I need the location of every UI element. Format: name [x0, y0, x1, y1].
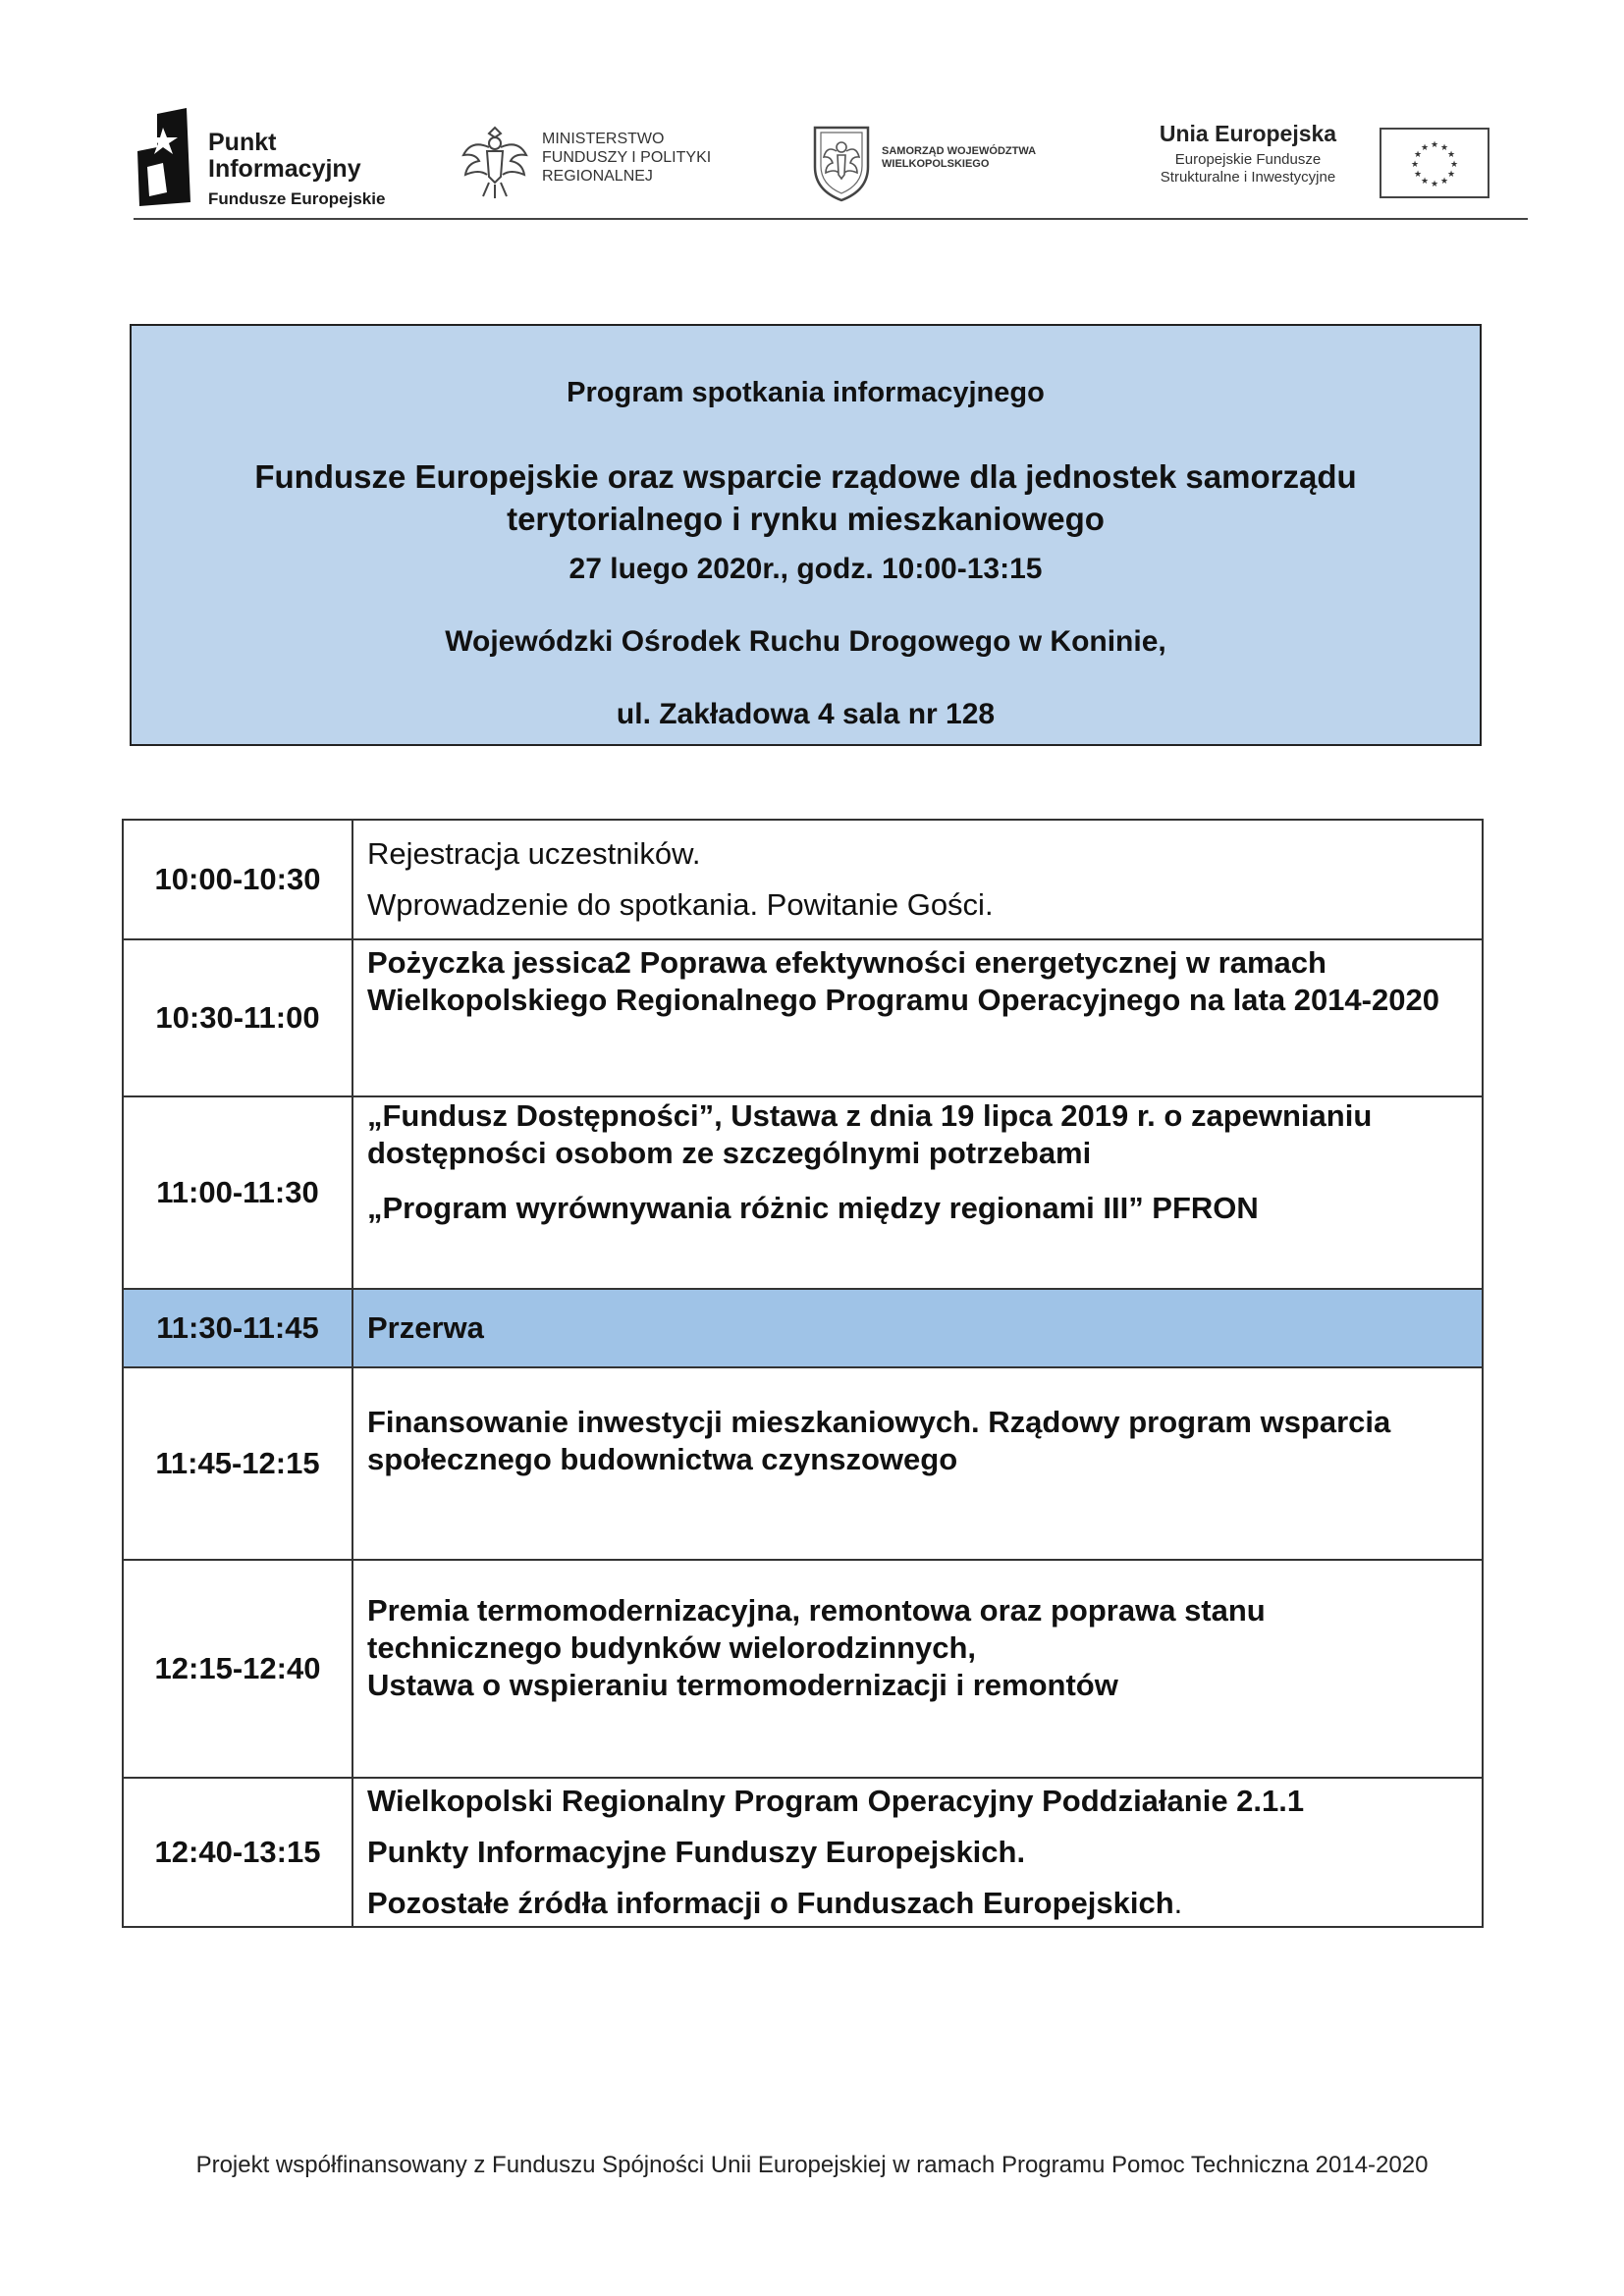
- samorzad-line1: SAMORZĄD WOJEWÓDZTWA: [882, 145, 1037, 157]
- time-cell: 11:00-11:30: [123, 1096, 352, 1289]
- ministry-line2: FUNDUSZY I POLITYKI: [542, 149, 712, 166]
- description-line: [367, 1885, 1468, 1922]
- svg-text:★: ★: [1446, 170, 1456, 180]
- description-line: Premia termomodernizacyjna, remontowa oraz poprawa stanu technicznego budynków wielorodzinnych,: [367, 1593, 1266, 1665]
- table-row: [123, 1096, 1483, 1289]
- description-line: Punkty Informacyjne Funduszy Europejskich.: [367, 1835, 1026, 1869]
- description-line: Finansowanie inwestycji mieszkaniowych. Rządowy program wsparcia społecznego budownictwa czynszowego: [367, 1405, 1391, 1476]
- description-cell: [352, 1367, 1483, 1560]
- svg-text:★: ★: [1446, 150, 1456, 160]
- time-cell: 12:15-12:40: [123, 1560, 352, 1778]
- svg-text:★: ★: [1413, 150, 1423, 160]
- description-cell: [352, 1778, 1483, 1927]
- punkt-line2: Informacyjny: [208, 155, 361, 183]
- description-line: Ustawa o wspieraniu termomodernizacji i remontów: [367, 1668, 1118, 1702]
- meeting-date: 27 luego 2020r., godz. 10:00-13:15: [568, 553, 1043, 585]
- description-line: Rejestracja uczestników.: [367, 836, 701, 871]
- meeting-venue: Wojewódzki Ośrodek Ruchu Drogowego w Koninie,: [445, 625, 1166, 658]
- svg-text:★: ★: [1420, 143, 1430, 153]
- description-cell: [352, 1096, 1483, 1289]
- unia-line3: Strukturalne i Inwestycyjne: [1160, 169, 1336, 186]
- unia-line2: Europejskie Fundusze: [1174, 151, 1322, 168]
- svg-text:★: ★: [1430, 180, 1439, 189]
- unia-europejska-logo: [1135, 120, 1528, 198]
- svg-text:★: ★: [1420, 177, 1430, 187]
- program-title: Program spotkania informacyjnego: [567, 377, 1045, 408]
- description-line: Wielkopolski Regionalny Program Operacyjny Poddziałanie 2.1.1: [367, 1784, 1305, 1818]
- description-line: Wprowadzenie do spotkania. Powitanie Gości.: [367, 887, 994, 922]
- ministry-logo: [458, 122, 752, 200]
- description-line: „Fundusz Dostępności”, Ustawa z dnia 19 lipca 2019 r. o zapewnianiu dostępności osobom ze szczególnymi potrzebami: [367, 1098, 1373, 1170]
- coat-of-arms-icon: [809, 124, 874, 202]
- table-row: [123, 939, 1483, 1096]
- svg-text:★: ★: [1430, 140, 1439, 150]
- svg-text:★: ★: [1449, 160, 1459, 170]
- description-line: Pożyczka jessica2 Poprawa efektywności energetycznej w ramach Wielkopolskiego Regionalnego Programu Operacyjnego na lata 2014-2020: [367, 945, 1439, 1017]
- punkt-informacyjny-icon: [134, 108, 198, 206]
- title-box: [130, 324, 1482, 746]
- samorzad-line2: WIELKOPOLSKIEGO: [882, 158, 990, 170]
- punkt-line3: Fundusze Europejskie: [208, 189, 386, 208]
- ministry-line1: MINISTERSTWO: [542, 131, 665, 147]
- samorzad-logo: [809, 124, 1074, 202]
- time-cell: 12:40-13:15: [123, 1778, 352, 1927]
- description-cell: Przerwa: [352, 1289, 1483, 1367]
- table-row: [123, 1560, 1483, 1778]
- unia-line1: Unia Europejska: [1159, 121, 1337, 146]
- time-cell: 10:00-10:30: [123, 820, 352, 939]
- svg-text:★: ★: [1439, 177, 1449, 187]
- table-row-break: [123, 1289, 1483, 1367]
- svg-text:★: ★: [1439, 143, 1449, 153]
- ministry-line3: REGIONALNEJ: [542, 168, 653, 185]
- table-row: [123, 1367, 1483, 1560]
- table-row: [123, 820, 1483, 939]
- table-row: [123, 1778, 1483, 1927]
- schedule-table: [122, 819, 1484, 1928]
- punkt-line1: Punkt: [208, 129, 277, 156]
- eu-flag-icon: [1380, 128, 1489, 198]
- svg-text:★: ★: [1413, 170, 1423, 180]
- polish-eagle-icon: [458, 122, 532, 200]
- logo-header: [134, 98, 1528, 220]
- description-cell: [352, 1560, 1483, 1778]
- header-divider: [134, 218, 1528, 220]
- description-cell: [352, 820, 1483, 939]
- description-line-bold: Pozostałe źródła informacji o Funduszach Europejskich: [367, 1886, 1174, 1920]
- punkt-informacyjny-logo: [134, 108, 389, 206]
- description-line-end: .: [1173, 1886, 1183, 1920]
- meeting-topic: Fundusze Europejskie oraz wsparcie rządowe dla jednostek samorządu terytorialnego i rynku mieszkaniowego: [254, 458, 1357, 537]
- time-cell: 11:45-12:15: [123, 1367, 352, 1560]
- meeting-address: ul. Zakładowa 4 sala nr 128: [616, 698, 996, 730]
- footer-note: Projekt współfinansowany z Funduszu Spójności Unii Europejskiej w ramach Programu Pomoc Techniczna 2014-2020: [195, 2152, 1429, 2178]
- svg-text:★: ★: [1410, 160, 1420, 170]
- time-cell: 11:30-11:45: [123, 1289, 352, 1367]
- time-cell: 10:30-11:00: [123, 939, 352, 1096]
- description-line: „Program wyrównywania różnic między regionami III” PFRON: [367, 1191, 1259, 1225]
- description-cell: [352, 939, 1483, 1096]
